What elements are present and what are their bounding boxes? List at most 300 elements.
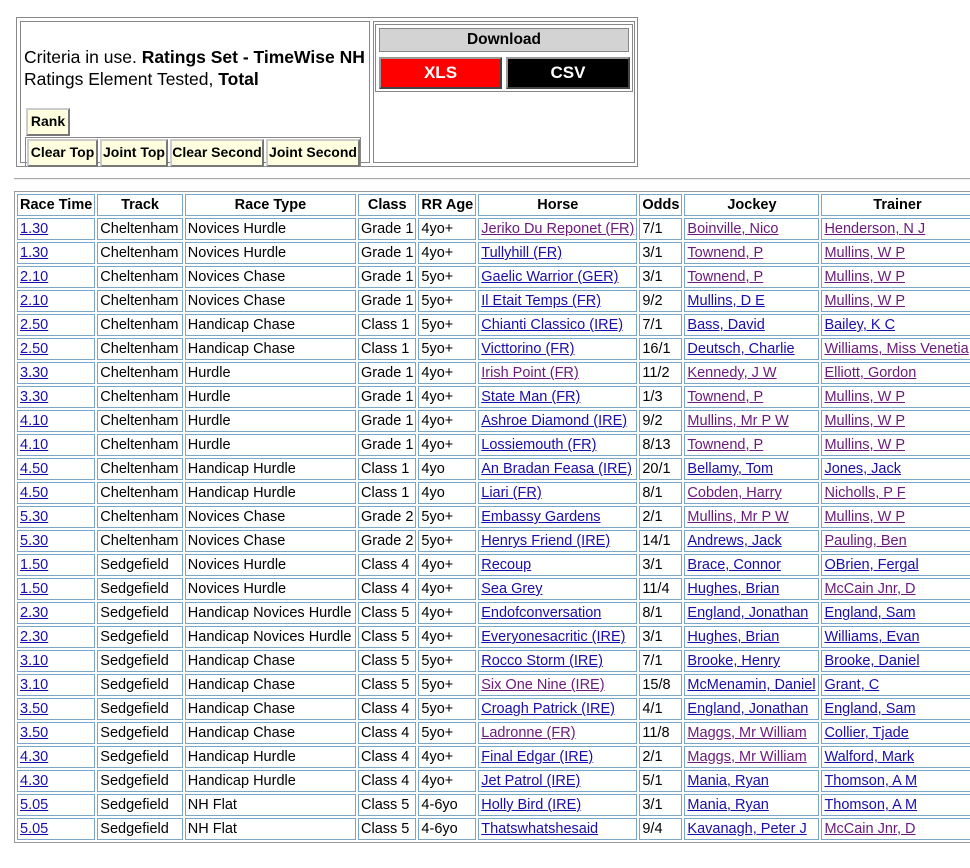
jockey-link[interactable]: Hughes, Brian: [687, 581, 780, 597]
table-row: [17, 386, 970, 408]
race-time-cell: [17, 722, 95, 744]
jockey-link[interactable]: Bellamy, Tom: [687, 461, 774, 477]
trainer-cell: [821, 578, 970, 600]
track-cell: Sedgefield: [97, 674, 183, 696]
odds-cell: 9/2: [639, 290, 682, 312]
jockey-link[interactable]: Brace, Connor: [687, 557, 781, 573]
track-cell: Cheltenham: [97, 338, 183, 360]
trainer-link[interactable]: Mullins, W P: [824, 293, 906, 309]
race-time-cell: [17, 242, 95, 264]
col-race-type: Race Type: [185, 194, 356, 216]
race-time-cell: [17, 770, 95, 792]
rr-age-cell: 5yo+: [418, 338, 476, 360]
class-cell: Grade 1: [358, 242, 416, 264]
horse-link[interactable]: Tullyhill (FR): [481, 245, 563, 261]
rr-age-cell: 4yo+: [418, 626, 476, 648]
track-cell: Cheltenham: [97, 506, 183, 528]
horse-cell: [478, 338, 637, 360]
jockey-link[interactable]: Kavanagh, Peter J: [687, 821, 807, 837]
race-type-cell: Handicap Novices Hurdle: [185, 626, 356, 648]
rr-age-cell: 4yo+: [418, 386, 476, 408]
rr-age-cell: 4yo+: [418, 578, 476, 600]
jockey-link[interactable]: Brooke, Henry: [687, 653, 781, 669]
horse-link[interactable]: Recoup: [481, 557, 532, 573]
horse-link[interactable]: Il Etait Temps (FR): [481, 293, 602, 309]
race-time-cell: [17, 290, 95, 312]
race-type-cell: Novices Hurdle: [185, 554, 356, 576]
race-time-cell: [17, 218, 95, 240]
download-xls-button[interactable]: XLS: [379, 57, 502, 89]
horse-link[interactable]: Ashroe Diamond (IRE): [481, 413, 628, 429]
horse-cell: [478, 746, 637, 768]
class-cell: Grade 1: [358, 362, 416, 384]
jockey-cell: [684, 386, 819, 408]
horse-link[interactable]: Rocco Storm (IRE): [481, 653, 603, 669]
race-time-link[interactable]: 3.50: [20, 725, 49, 741]
race-time-cell: [17, 386, 95, 408]
race-time-link[interactable]: 2.50: [20, 341, 49, 357]
table-row: [17, 338, 970, 360]
odds-cell: 1/3: [639, 386, 682, 408]
race-time-link[interactable]: 1.50: [20, 557, 49, 573]
track-cell: Sedgefield: [97, 698, 183, 720]
odds-cell: 8/1: [639, 602, 682, 624]
table-row: [17, 314, 970, 336]
race-time-link[interactable]: 4.30: [20, 749, 49, 765]
jockey-link[interactable]: Hughes, Brian: [687, 629, 780, 645]
download-csv-button[interactable]: CSV: [506, 57, 630, 89]
criteria-panel: [20, 21, 370, 163]
rr-age-cell: 4yo+: [418, 434, 476, 456]
race-time-link[interactable]: 4.10: [20, 413, 49, 429]
race-time-link[interactable]: 4.10: [20, 437, 49, 453]
trainer-link[interactable]: Elliott, Gordon: [824, 365, 917, 381]
class-cell: Class 4: [358, 722, 416, 744]
horse-link[interactable]: Holly Bird (IRE): [481, 797, 582, 813]
odds-cell: 2/1: [639, 506, 682, 528]
odds-cell: 15/8: [639, 674, 682, 696]
odds-cell: 7/1: [639, 218, 682, 240]
odds-cell: 11/2: [639, 362, 682, 384]
trainer-cell: [821, 674, 970, 696]
rr-age-cell: 4yo+: [418, 554, 476, 576]
class-cell: Class 4: [358, 554, 416, 576]
jockey-cell: [684, 506, 819, 528]
trainer-link[interactable]: Mullins, W P: [824, 509, 906, 525]
horse-cell: [478, 386, 637, 408]
odds-cell: 8/13: [639, 434, 682, 456]
filter-buttons: [25, 137, 361, 167]
odds-cell: 3/1: [639, 266, 682, 288]
download-inner: [375, 24, 633, 92]
race-time-link[interactable]: 2.10: [20, 269, 49, 285]
race-time-cell: [17, 746, 95, 768]
race-time-cell: [17, 266, 95, 288]
race-time-cell: [17, 410, 95, 432]
horse-link[interactable]: Everyonesacritic (IRE): [481, 629, 626, 645]
trainer-link[interactable]: Jones, Jack: [824, 461, 902, 477]
race-type-cell: Novices Hurdle: [185, 218, 356, 240]
jockey-link[interactable]: Bass, David: [687, 317, 765, 333]
horse-link[interactable]: Six One Nine (IRE): [481, 677, 605, 693]
rr-age-cell: 4-6yo: [418, 794, 476, 816]
trainer-link[interactable]: Mullins, W P: [824, 437, 906, 453]
class-cell: Class 5: [358, 674, 416, 696]
race-time-cell: [17, 698, 95, 720]
rr-age-cell: 5yo+: [418, 290, 476, 312]
rr-age-cell: 5yo+: [418, 266, 476, 288]
race-time-link[interactable]: 3.10: [20, 677, 49, 693]
race-type-cell: Handicap Hurdle: [185, 482, 356, 504]
jockey-cell: [684, 818, 819, 840]
jockey-link[interactable]: Townend, P: [687, 389, 764, 405]
trainer-cell: [821, 386, 970, 408]
horse-link[interactable]: Thatswhatshesaid: [481, 821, 599, 837]
trainer-cell: [821, 530, 970, 552]
race-time-link[interactable]: 4.30: [20, 773, 49, 789]
race-time-cell: [17, 674, 95, 696]
table-row: [17, 290, 970, 312]
trainer-cell: [821, 218, 970, 240]
trainer-link[interactable]: McCain Jnr, D: [824, 821, 916, 837]
rr-age-cell: 4yo+: [418, 410, 476, 432]
rr-age-cell: 4yo+: [418, 242, 476, 264]
race-time-link[interactable]: 3.30: [20, 365, 49, 381]
jockey-link[interactable]: Mullins, Mr P W: [687, 509, 789, 525]
race-time-link[interactable]: 5.05: [20, 821, 49, 837]
jockey-cell: [684, 530, 819, 552]
odds-cell: 5/1: [639, 770, 682, 792]
trainer-link[interactable]: Bailey, K C: [824, 317, 896, 333]
trainer-link[interactable]: England, Sam: [824, 605, 916, 621]
race-time-cell: [17, 482, 95, 504]
trainer-link[interactable]: Williams, Evan: [824, 629, 920, 645]
trainer-link[interactable]: Walford, Mark: [824, 749, 915, 765]
rank-button[interactable]: Rank: [26, 108, 70, 136]
race-time-cell: [17, 818, 95, 840]
horse-link[interactable]: Liari (FR): [481, 485, 542, 501]
horse-link[interactable]: Chianti Classico (IRE): [481, 317, 624, 333]
race-type-cell: Handicap Hurdle: [185, 746, 356, 768]
class-cell: Class 1: [358, 458, 416, 480]
horse-cell: [478, 554, 637, 576]
trainer-link[interactable]: Collier, Tjade: [824, 725, 909, 741]
jockey-link[interactable]: Townend, P: [687, 437, 764, 453]
class-cell: Grade 1: [358, 410, 416, 432]
odds-cell: 2/1: [639, 746, 682, 768]
race-time-cell: [17, 626, 95, 648]
jockey-link[interactable]: England, Jonathan: [687, 605, 809, 621]
jockey-link[interactable]: Maggs, Mr William: [687, 749, 807, 765]
race-time-link[interactable]: 1.30: [20, 221, 49, 237]
trainer-link[interactable]: Pauling, Ben: [824, 533, 907, 549]
horse-link[interactable]: Endofconversation: [481, 605, 602, 621]
horse-cell: [478, 770, 637, 792]
trainer-link[interactable]: Henderson, N J: [824, 221, 926, 237]
trainer-link[interactable]: Thomson, A M: [824, 797, 918, 813]
horse-cell: [478, 530, 637, 552]
rr-age-cell: 4yo+: [418, 602, 476, 624]
class-cell: Grade 1: [358, 386, 416, 408]
table-row: [17, 698, 970, 720]
track-cell: Cheltenham: [97, 434, 183, 456]
horse-link[interactable]: An Bradan Feasa (IRE): [481, 461, 632, 477]
jockey-cell: [684, 482, 819, 504]
jockey-link[interactable]: England, Jonathan: [687, 701, 809, 717]
jockey-link[interactable]: Maggs, Mr William: [687, 725, 807, 741]
race-type-cell: Handicap Chase: [185, 674, 356, 696]
table-row: [17, 242, 970, 264]
odds-cell: 3/1: [639, 242, 682, 264]
horse-link[interactable]: Embassy Gardens: [481, 509, 601, 525]
race-time-link[interactable]: 4.50: [20, 485, 49, 501]
trainer-link[interactable]: McCain Jnr, D: [824, 581, 916, 597]
race-time-cell: [17, 794, 95, 816]
race-time-cell: [17, 338, 95, 360]
race-time-cell: [17, 530, 95, 552]
race-time-cell: [17, 458, 95, 480]
table-row: [17, 266, 970, 288]
rr-age-cell: 4yo+: [418, 218, 476, 240]
track-cell: Cheltenham: [97, 314, 183, 336]
jockey-cell: [684, 290, 819, 312]
jockey-link[interactable]: Mania, Ryan: [687, 797, 769, 813]
horse-cell: [478, 266, 637, 288]
horse-link[interactable]: Ladronne (FR): [481, 725, 576, 741]
jockey-cell: [684, 266, 819, 288]
class-cell: Class 5: [358, 626, 416, 648]
trainer-link[interactable]: Williams, Miss Venetia: [824, 341, 969, 357]
jockey-link[interactable]: Kennedy, J W: [687, 365, 777, 381]
odds-cell: 3/1: [639, 554, 682, 576]
col-trainer: Trainer: [821, 194, 970, 216]
rr-age-cell: 5yo+: [418, 698, 476, 720]
horse-link[interactable]: Gaelic Warrior (GER): [481, 269, 619, 285]
rr-age-cell: 5yo+: [418, 506, 476, 528]
rr-age-cell: 4yo: [418, 482, 476, 504]
race-time-cell: [17, 314, 95, 336]
jockey-cell: [684, 746, 819, 768]
jockey-link[interactable]: Mullins, Mr P W: [687, 413, 789, 429]
odds-cell: 20/1: [639, 458, 682, 480]
horse-link[interactable]: Henrys Friend (IRE): [481, 533, 611, 549]
rr-age-cell: 4yo+: [418, 362, 476, 384]
horse-link[interactable]: Victtorino (FR): [481, 341, 575, 357]
class-cell: Grade 2: [358, 530, 416, 552]
table-row: [17, 770, 970, 792]
table-row: [17, 506, 970, 528]
col-track: Track: [97, 194, 183, 216]
race-time-link[interactable]: 2.50: [20, 317, 49, 333]
race-time-link[interactable]: 4.50: [20, 461, 49, 477]
jockey-link[interactable]: Andrews, Jack: [687, 533, 782, 549]
table-row: [17, 794, 970, 816]
rr-age-cell: 4-6yo: [418, 818, 476, 840]
jockey-link[interactable]: Townend, P: [687, 269, 764, 285]
trainer-link[interactable]: Mullins, W P: [824, 413, 906, 429]
jockey-link[interactable]: Deutsch, Charlie: [687, 341, 795, 357]
race-time-cell: [17, 362, 95, 384]
race-time-cell: [17, 434, 95, 456]
horse-link[interactable]: Lossiemouth (FR): [481, 437, 597, 453]
track-cell: Sedgefield: [97, 794, 183, 816]
horse-link[interactable]: Jet Patrol (IRE): [481, 773, 581, 789]
track-cell: Sedgefield: [97, 578, 183, 600]
class-cell: Class 4: [358, 770, 416, 792]
trainer-cell: [821, 554, 970, 576]
race-time-link[interactable]: 5.30: [20, 509, 49, 525]
trainer-link[interactable]: Brooke, Daniel: [824, 653, 920, 669]
trainer-link[interactable]: Mullins, W P: [824, 389, 906, 405]
trainer-link[interactable]: OBrien, Fergal: [824, 557, 919, 573]
trainer-cell: [821, 314, 970, 336]
odds-cell: 9/2: [639, 410, 682, 432]
jockey-link[interactable]: Cobden, Harry: [687, 485, 782, 501]
horse-link[interactable]: Jeriko Du Reponet (FR): [481, 221, 635, 237]
jockey-link[interactable]: Townend, P: [687, 245, 764, 261]
jockey-cell: [684, 698, 819, 720]
table-row: [17, 218, 970, 240]
horse-link[interactable]: Croagh Patrick (IRE): [481, 701, 616, 717]
race-type-cell: Handicap Chase: [185, 698, 356, 720]
col-race-time: Race Time: [17, 194, 95, 216]
joint-second-button[interactable]: Joint Second: [266, 139, 360, 167]
track-cell: Sedgefield: [97, 602, 183, 624]
element-label: Ratings Element Tested,: [24, 69, 219, 89]
race-time-link[interactable]: 3.10: [20, 653, 49, 669]
table-row: [17, 674, 970, 696]
trainer-link[interactable]: Thomson, A M: [824, 773, 918, 789]
race-time-link[interactable]: 1.30: [20, 245, 49, 261]
race-type-cell: Hurdle: [185, 386, 356, 408]
table-row: [17, 626, 970, 648]
race-type-cell: NH Flat: [185, 818, 356, 840]
header-row: [17, 194, 970, 216]
rr-age-cell: 5yo+: [418, 674, 476, 696]
criteria-text: [24, 46, 365, 90]
trainer-link[interactable]: Mullins, W P: [824, 269, 906, 285]
clear-second-button[interactable]: Clear Second: [170, 139, 264, 167]
track-cell: Cheltenham: [97, 362, 183, 384]
race-type-cell: Handicap Hurdle: [185, 770, 356, 792]
horse-link[interactable]: Irish Point (FR): [481, 365, 579, 381]
race-time-cell: [17, 578, 95, 600]
class-cell: Class 5: [358, 818, 416, 840]
trainer-cell: [821, 746, 970, 768]
rr-age-cell: 5yo+: [418, 530, 476, 552]
horse-link[interactable]: Sea Grey: [481, 581, 543, 597]
class-cell: Grade 1: [358, 266, 416, 288]
horse-cell: [478, 506, 637, 528]
odds-cell: 14/1: [639, 530, 682, 552]
jockey-link[interactable]: Boinville, Nico: [687, 221, 779, 237]
criteria-download-panel: [16, 17, 638, 167]
horse-cell: [478, 578, 637, 600]
track-cell: Cheltenham: [97, 530, 183, 552]
race-type-cell: Handicap Chase: [185, 722, 356, 744]
race-type-cell: Handicap Chase: [185, 338, 356, 360]
clear-top-button[interactable]: Clear Top: [27, 139, 98, 167]
table-row: [17, 602, 970, 624]
odds-cell: 7/1: [639, 650, 682, 672]
race-type-cell: Handicap Novices Hurdle: [185, 602, 356, 624]
trainer-cell: [821, 602, 970, 624]
jockey-cell: [684, 674, 819, 696]
race-time-link[interactable]: 5.30: [20, 533, 49, 549]
horse-link[interactable]: Final Edgar (IRE): [481, 749, 594, 765]
race-type-cell: Novices Hurdle: [185, 242, 356, 264]
horse-cell: [478, 482, 637, 504]
race-time-link[interactable]: 2.30: [20, 629, 49, 645]
jockey-cell: [684, 578, 819, 600]
trainer-cell: [821, 458, 970, 480]
class-cell: Class 1: [358, 482, 416, 504]
jockey-cell: [684, 770, 819, 792]
track-cell: Cheltenham: [97, 410, 183, 432]
rr-age-cell: 5yo+: [418, 314, 476, 336]
jockey-cell: [684, 794, 819, 816]
race-time-link[interactable]: 3.50: [20, 701, 49, 717]
odds-cell: 11/8: [639, 722, 682, 744]
track-cell: Cheltenham: [97, 386, 183, 408]
race-time-link[interactable]: 1.50: [20, 581, 49, 597]
horse-link[interactable]: State Man (FR): [481, 389, 581, 405]
race-type-cell: Handicap Chase: [185, 314, 356, 336]
rr-age-cell: 4yo: [418, 458, 476, 480]
table-row: [17, 482, 970, 504]
trainer-cell: [821, 722, 970, 744]
horse-cell: [478, 242, 637, 264]
horse-cell: [478, 794, 637, 816]
trainer-cell: [821, 266, 970, 288]
trainer-cell: [821, 626, 970, 648]
jockey-cell: [684, 338, 819, 360]
track-cell: Cheltenham: [97, 242, 183, 264]
joint-top-button[interactable]: Joint Top: [100, 139, 168, 167]
track-cell: Cheltenham: [97, 266, 183, 288]
race-time-link[interactable]: 3.30: [20, 389, 49, 405]
odds-cell: 4/1: [639, 698, 682, 720]
jockey-link[interactable]: Mania, Ryan: [687, 773, 769, 789]
horse-cell: [478, 314, 637, 336]
rr-age-cell: 4yo+: [418, 770, 476, 792]
class-cell: Class 4: [358, 698, 416, 720]
horse-cell: [478, 698, 637, 720]
race-time-link[interactable]: 5.05: [20, 797, 49, 813]
trainer-cell: [821, 794, 970, 816]
race-time-link[interactable]: 2.30: [20, 605, 49, 621]
race-time-link[interactable]: 2.10: [20, 293, 49, 309]
jockey-link[interactable]: McMenamin, Daniel: [687, 677, 816, 693]
race-time-cell: [17, 650, 95, 672]
jockey-cell: [684, 626, 819, 648]
trainer-link[interactable]: Nicholls, P F: [824, 485, 906, 501]
jockey-link[interactable]: Mullins, D E: [687, 293, 765, 309]
jockey-cell: [684, 218, 819, 240]
horse-cell: [478, 674, 637, 696]
race-type-cell: Handicap Chase: [185, 650, 356, 672]
trainer-cell: [821, 362, 970, 384]
trainer-link[interactable]: England, Sam: [824, 701, 916, 717]
horse-cell: [478, 626, 637, 648]
race-type-cell: Novices Chase: [185, 506, 356, 528]
element-value: Total: [218, 69, 259, 89]
trainer-link[interactable]: Grant, C: [824, 677, 880, 693]
race-type-cell: Novices Chase: [185, 266, 356, 288]
trainer-link[interactable]: Mullins, W P: [824, 245, 906, 261]
race-time-cell: [17, 506, 95, 528]
odds-cell: 9/4: [639, 818, 682, 840]
